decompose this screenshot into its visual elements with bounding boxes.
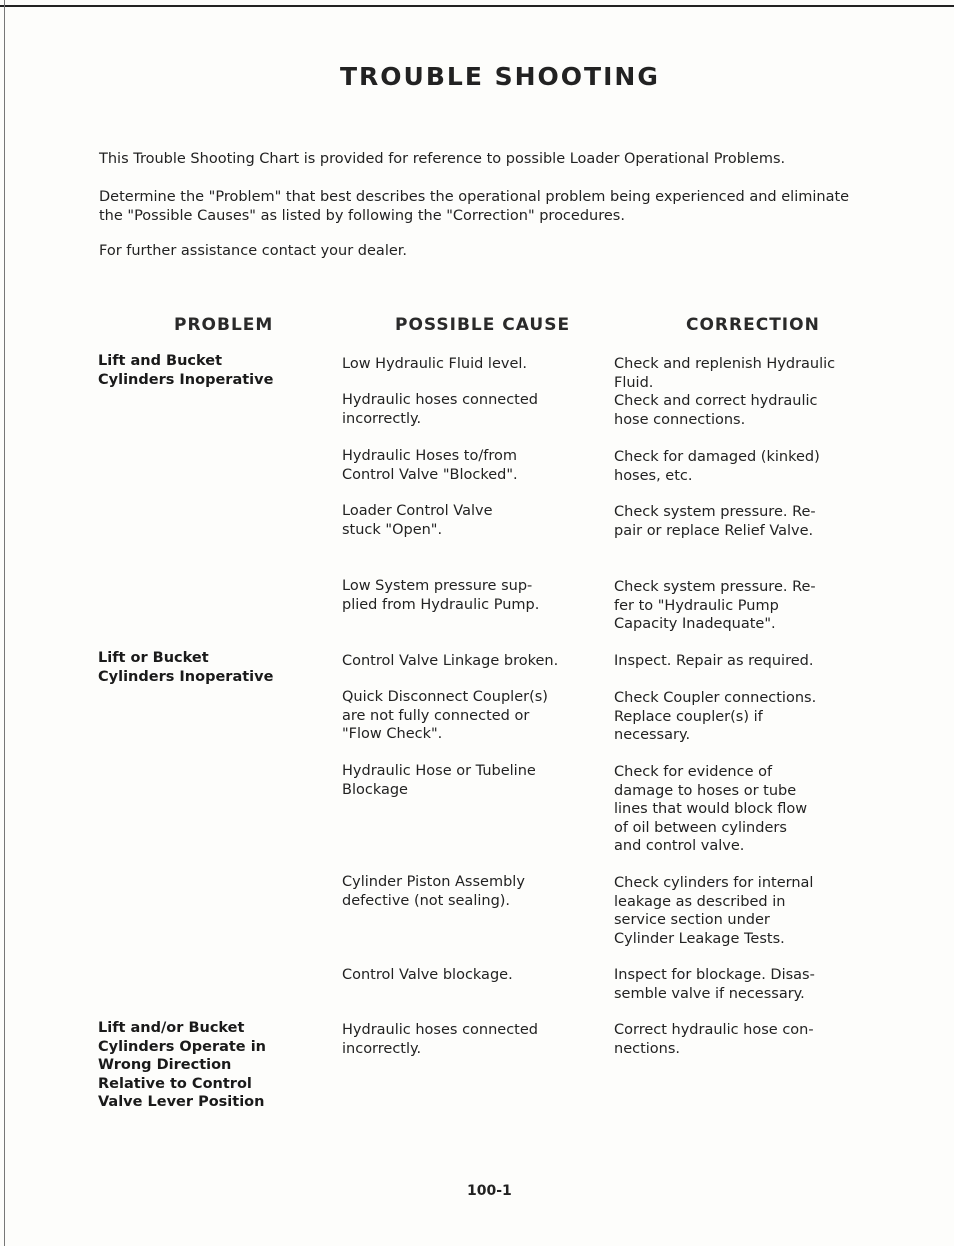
top-border-line: [0, 5, 954, 7]
problem-2: Lift or Bucket Cylinders Inoperative: [98, 650, 274, 685]
problem-column-header: PROBLEM: [174, 315, 274, 335]
problem-3: Lift and/or Bucket Cylinders Operate in Wrong Direction Relative to Control Valve Lever Position: [98, 1020, 266, 1110]
page-title: TROUBLE SHOOTING: [340, 62, 660, 91]
cause-5: Low System pressure sup- plied from Hydraulic Pump.: [342, 578, 540, 613]
intro-paragraph-2: Determine the "Problem" that best describes the operational problem being experienced and eliminate the "Possible Causes" as listed by following the "Correction" procedures.: [99, 189, 850, 224]
correction-10: Inspect for blockage. Disas- semble valve if necessary.: [614, 967, 815, 1002]
cause-10: Control Valve blockage.: [342, 967, 513, 983]
intro-paragraph-3: For further assistance contact your dealer.: [99, 243, 408, 259]
correction-6: Inspect. Repair as required.: [614, 653, 814, 669]
cause-11: Hydraulic hoses connected incorrectly.: [342, 1022, 538, 1057]
cause-3: Hydraulic Hoses to/from Control Valve "Blocked".: [342, 448, 518, 483]
correction-7: Check Coupler connections. Replace coupler(s) if necessary.: [614, 690, 817, 743]
correction-3: Check for damaged (kinked) hoses, etc.: [614, 449, 820, 484]
intro-paragraph-1: This Trouble Shooting Chart is provided for reference to possible Loader Operational Problems.: [99, 151, 786, 167]
correction-11: Correct hydraulic hose con- nections.: [614, 1022, 814, 1057]
correction-column-header: CORRECTION: [686, 315, 820, 335]
cause-6: Control Valve Linkage broken.: [342, 653, 559, 669]
correction-2: Check and correct hydraulic hose connections.: [614, 393, 818, 428]
cause-9: Cylinder Piston Assembly defective (not sealing).: [342, 874, 525, 909]
problem-1: Lift and Bucket Cylinders Inoperative: [98, 353, 274, 388]
correction-9: Check cylinders for internal leakage as described in service section under Cylinder Leakage Tests.: [614, 875, 814, 947]
cause-1: Low Hydraulic Fluid level.: [342, 356, 528, 372]
correction-8: Check for evidence of damage to hoses or tube lines that would block flow of oil between cylinders and control valve.: [614, 764, 808, 854]
correction-5: Check system pressure. Re- fer to "Hydraulic Pump Capacity Inadequate".: [614, 579, 816, 632]
correction-4: Check system pressure. Re- pair or replace Relief Valve.: [614, 504, 816, 539]
cause-7: Quick Disconnect Coupler(s) are not fully connected or "Flow Check".: [342, 689, 548, 742]
cause-2: Hydraulic hoses connected incorrectly.: [342, 392, 538, 427]
correction-1: Check and replenish Hydraulic Fluid.: [614, 356, 836, 391]
cause-4: Loader Control Valve stuck "Open".: [342, 503, 493, 538]
cause-8: Hydraulic Hose or Tubeline Blockage: [342, 763, 536, 798]
cause-column-header: POSSIBLE CAUSE: [395, 315, 571, 335]
page-number: 100-1: [467, 1183, 512, 1199]
left-border-line: [4, 0, 5, 1246]
